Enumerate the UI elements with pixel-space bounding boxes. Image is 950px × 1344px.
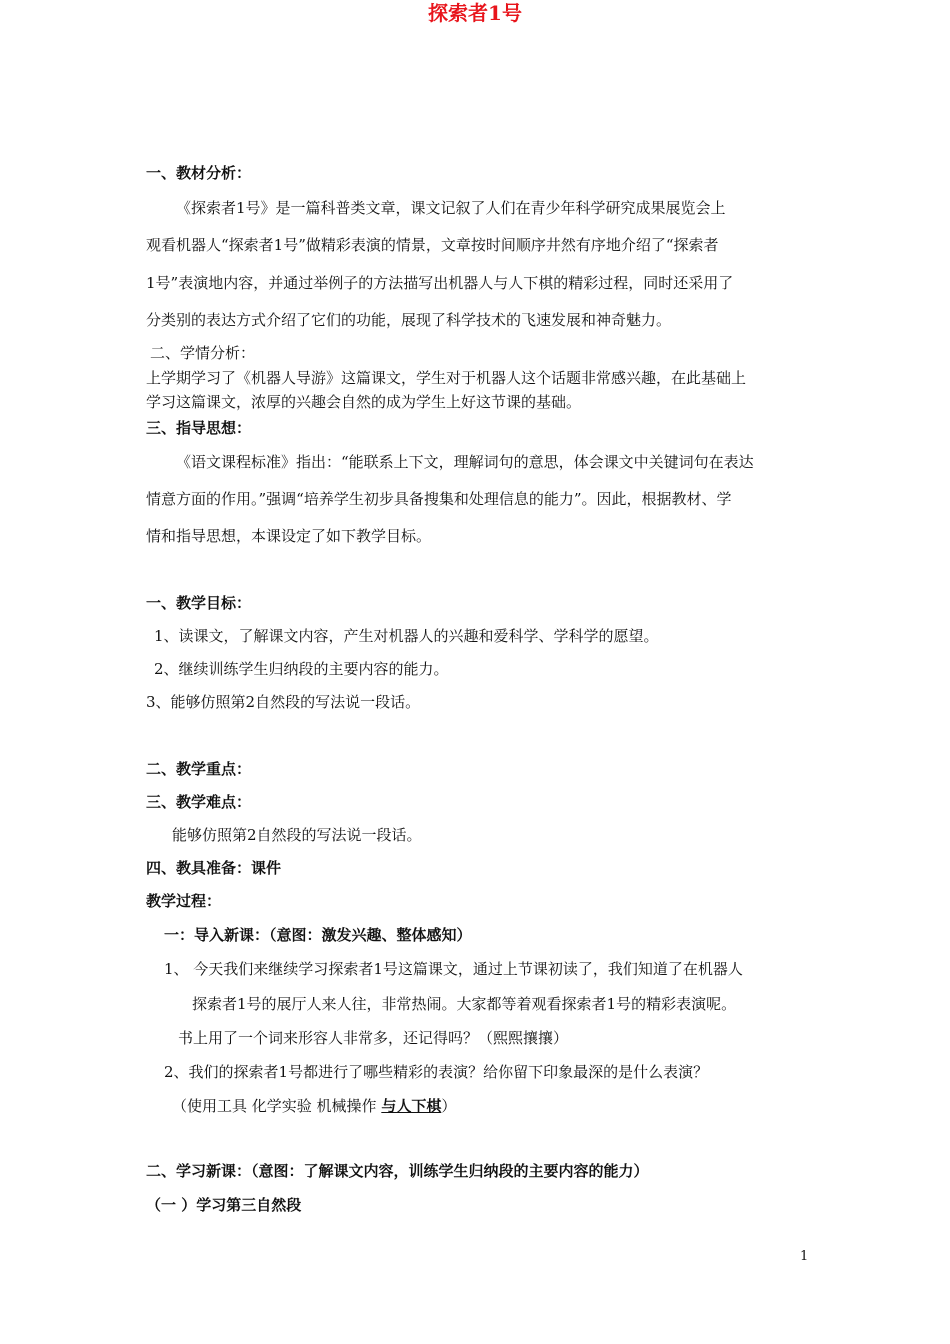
goal-item: 2、继续训练学生归纳段的主要内容的能力。 [154,660,449,678]
section-heading-guiding-thought: 三、指导思想： [146,419,252,437]
goal-item: 3、能够仿照第2自然段的写法说一段话。 [146,693,421,711]
paragraph-line: 观看机器人“探索者1号”做精彩表演的情景，文章按时间顺序井然有序地介绍了“探索者 [146,236,719,254]
page-number: 1 [800,1249,809,1264]
process-line: 探索者1号的展厅人来人往，非常热闹。大家都等着观看探索者1号的精彩表演呢。 [192,995,737,1013]
process-line: 1、 今天我们来继续学习探索者1号这篇课文，通过上节课初读了，我们知道了在机器人 [164,960,743,978]
section-heading-key-point: 二、教学重点： [146,760,252,778]
section-heading-teaching-process: 教学过程： [146,892,222,910]
part1-heading: 一：导入新课：（意图：激发兴趣、整体感知） [164,926,472,944]
process-answer-line [172,1096,456,1116]
difficulty-text: 能够仿照第2自然段的写法说一段话。 [172,826,422,844]
section-heading-student-analysis: 二、学情分析： [150,344,256,362]
process-line: 2、我们的探索者1号都进行了哪些精彩的表演？给你留下印象最深的是什么表演？ [164,1063,709,1081]
paragraph-line: 1号”表演地内容，并通过举例子的方法描写出机器人与人下棋的精彩过程，同时还采用了 [146,274,734,292]
answer-prefix: （使用工具 化学实验 机械操作 [172,1097,382,1115]
goal-item: 1、读课文，了解课文内容，产生对机器人的兴趣和爱科学、学科学的愿望。 [154,627,659,645]
paragraph-line: 学习这篇课文，浓厚的兴趣会自然的成为学生上好这节课的基础。 [146,393,582,411]
process-line: 书上用了一个词来形容人非常多，还记得吗？（熙熙攘攘） [178,1029,569,1047]
part2-subheading: （一 ）学习第三自然段 [146,1196,302,1214]
paragraph-line: 上学期学习了《机器人导游》这篇课文，学生对于机器人这个话题非常感兴趣，在此基础上 [146,369,747,387]
paragraph-line: 分类别的表达方式介绍了它们的功能，展现了科学技术的飞速发展和神奇魅力。 [146,311,672,329]
section-heading-difficulty: 三、教学难点： [146,793,252,811]
part2-heading: 二、学习新课：（意图：了解课文内容，训练学生归纳段的主要内容的能力） [146,1162,649,1180]
answer-suffix: ） [441,1097,457,1115]
page-title: 探索者1号 [428,1,522,25]
paragraph-line: 《探索者1号》是一篇科普类文章，课文记叙了人们在青少年科学研究成果展览会上 [176,199,726,217]
answer-highlight: 与人下棋 [381,1097,442,1115]
section-heading-textbook-analysis: 一、教材分析： [146,164,252,182]
paragraph-line: 情和指导思想，本课设定了如下教学目标。 [146,527,432,545]
paragraph-line: 《语文课程标准》指出：“能联系上下文，理解词句的意思，体会课文中关键词句在表达 [176,453,754,471]
paragraph-line: 情意方面的作用。”强调“培养学生初步具备搜集和处理信息的能力”。因此，根据教材、学 [146,490,732,508]
section-heading-teaching-prep: 四、教具准备：课件 [146,859,282,877]
section-heading-teaching-goals: 一、教学目标： [146,594,252,612]
